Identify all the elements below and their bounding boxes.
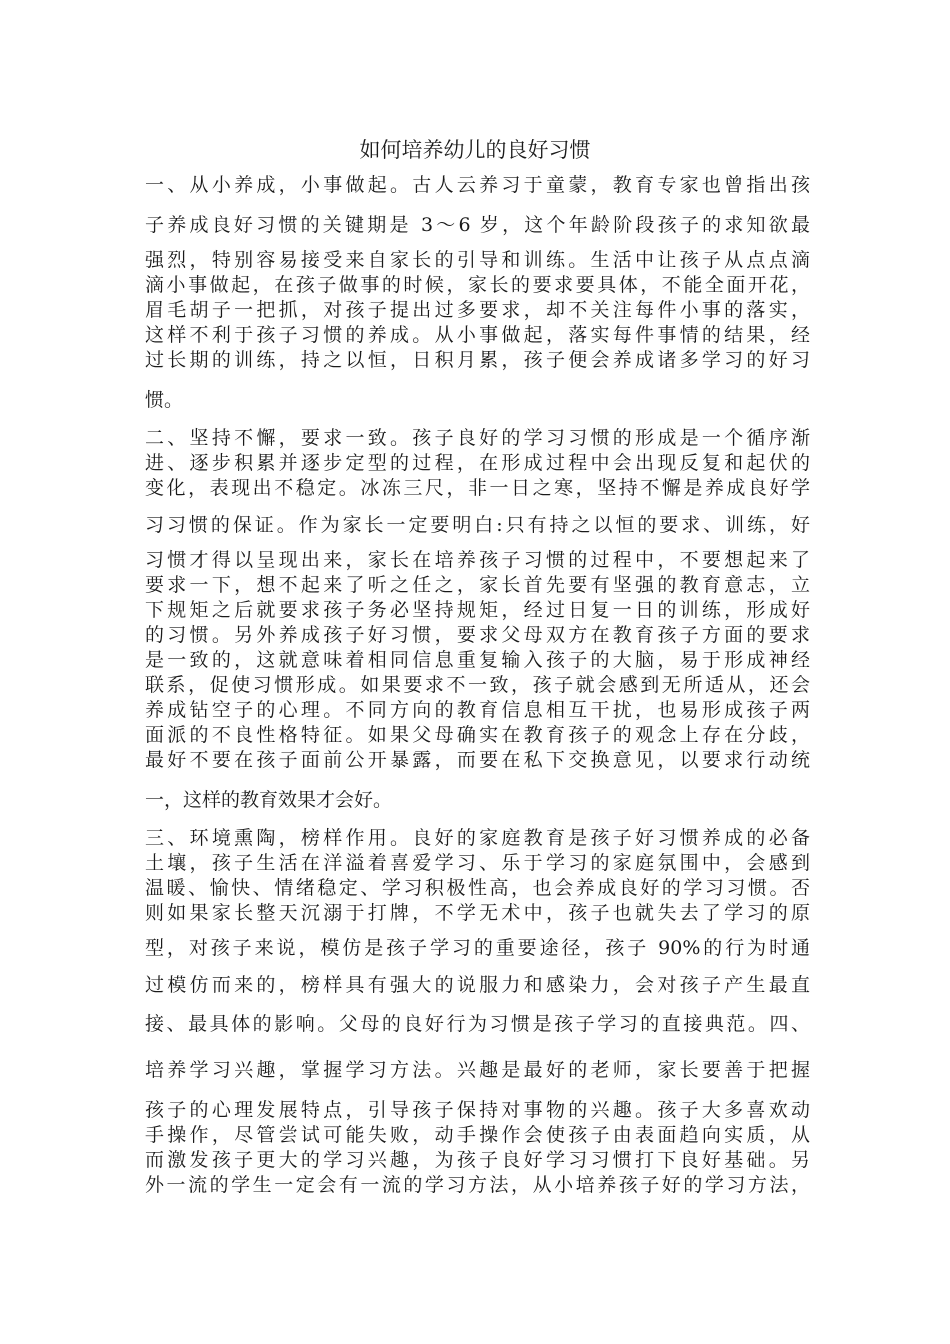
text-line: 习习惯的保证。作为家长一定要明白:只有持之以恒的要求、训练，好 [145,514,810,536]
text-line: 习惯才得以呈现出来，家长在培养孩子习惯的过程中，不要想起来了 [145,549,810,571]
text-line: 的习惯。另外养成孩子好习惯，要求父母双方在教育孩子方面的要求 [145,624,810,646]
text-line: 最好不要在孩子面前公开暴露，而要在私下交换意见，以要求行动统 [145,749,810,771]
text-line: 下规矩之后就要求孩子务必坚持规矩，经过日复一日的训练，形成好 [145,599,810,621]
text-line: 滴小事做起，在孩子做事的时候，家长的要求要具体，不能全面开花， [145,274,810,296]
text-line: 手操作，尽管尝试可能失败，动手操作会使孩子由表面趋向实质，从 [145,1124,810,1146]
text-line: 外一流的学生一定会有一流的学习方法，从小培养孩子好的学习方法， [145,1174,810,1196]
text-line: 一，这样的教育效果才会好。 [145,789,393,811]
text-line: 强烈，特别容易接受来自家长的引导和训练。生活中让孩子从点点滴 [145,249,810,271]
text-line: 这样不利于孩子习惯的养成。从小事做起，落实每件事情的结果，经 [145,324,810,346]
text-line: 三、环境熏陶，榜样作用。良好的家庭教育是孩子好习惯养成的必备 [145,827,810,849]
text-line: 过模仿而来的，榜样具有强大的说服力和感染力，会对孩子产生最直 [145,974,810,996]
text-line: 子养成良好习惯的关键期是 3～6 岁，这个年龄阶段孩子的求知欲最 [145,214,810,236]
text-line: 则如果家长整天沉溺于打牌，不学无术中，孩子也就失去了学习的原 [145,902,810,924]
document-title: 如何培养幼儿的良好习惯 [359,138,591,162]
text-line: 接、最具体的影响。父母的良好行为习惯是孩子学习的直接典范。四、 [145,1013,810,1035]
text-line: 过长期的训练，持之以恒，日积月累，孩子便会养成诸多学习的好习 [145,349,810,371]
text-line: 二、坚持不懈，要求一致。孩子良好的学习习惯的形成是一个循序渐 [145,427,810,449]
text-line: 而激发孩子更大的学习兴趣，为孩子良好学习习惯打下良好基础。另 [145,1149,810,1171]
text-line: 要求一下，想不起来了听之任之，家长首先要有坚强的教育意志，立 [145,574,810,596]
text-line: 变化，表现出不稳定。冰冻三尺，非一日之寒，坚持不懈是养成良好学 [145,477,810,499]
text-line: 型，对孩子来说，模仿是孩子学习的重要途径，孩子 90%的行为时通 [145,937,810,959]
text-line: 面派的不良性格特征。如果父母确实在教育孩子的观念上存在分歧， [145,724,810,746]
text-line: 一、从小养成，小事做起。古人云养习于童蒙，教育专家也曾指出孩 [145,174,810,196]
text-line: 眉毛胡子一把抓，对孩子提出过多要求，却不关注每件小事的落实， [145,299,810,321]
text-line: 孩子的心理发展特点，引导孩子保持对事物的兴趣。孩子大多喜欢动 [145,1099,810,1121]
text-line: 养成钻空子的心理。不同方向的教育信息相互干扰，也易形成孩子两 [145,699,810,721]
text-line: 是一致的，这就意味着相同信息重复输入孩子的大脑，易于形成神经 [145,649,810,671]
text-line: 培养学习兴趣，掌握学习方法。兴趣是最好的老师，家长要善于把握 [145,1059,810,1081]
text-line: 温暖、愉快、情绪稳定、学习积极性高，也会养成良好的学习习惯。否 [145,877,810,899]
text-line: 土壤，孩子生活在洋溢着喜爱学习、乐于学习的家庭氛围中，会感到 [145,852,810,874]
text-line: 进、逐步积累并逐步定型的过程，在形成过程中会出现反复和起伏的 [145,452,810,474]
text-line: 联系，促使习惯形成。如果要求不一致，孩子就会感到无所适从，还会 [145,674,810,696]
text-line: 惯。 [145,389,184,411]
